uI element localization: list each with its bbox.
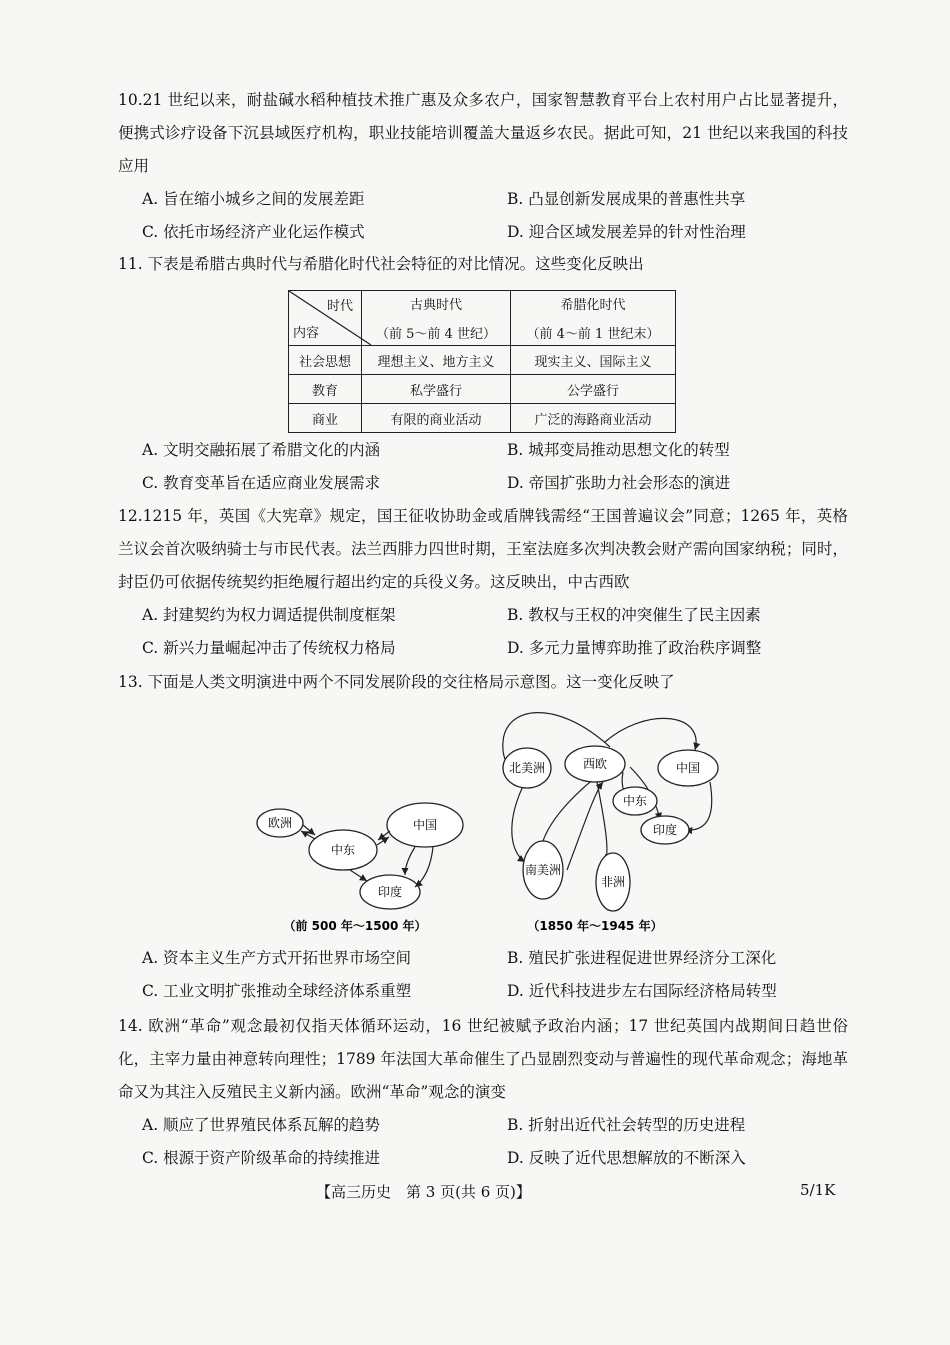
- diagram-caption: （1850 年～1945 年）: [527, 919, 663, 933]
- node-india-label: 印度: [377, 885, 403, 899]
- row-label: 教育: [289, 375, 362, 404]
- row-cell: 广泛的海路商业活动: [511, 404, 676, 433]
- row-cell: 有限的商业活动: [362, 404, 511, 433]
- node-mideast-label: 中东: [622, 794, 648, 808]
- exchange-diagram-modern: [495, 702, 745, 937]
- table-row: [289, 346, 676, 375]
- arrow: [378, 831, 390, 840]
- arrow: [415, 847, 433, 887]
- node-south-america-label: 南美洲: [524, 863, 562, 877]
- option-a: A. 文明交融拓展了希腊文化的内涵: [142, 441, 381, 459]
- arrow: [685, 782, 712, 830]
- row-cell: 公学盛行: [511, 375, 676, 404]
- option-c: C. 教育变革旨在适应商业发展需求: [142, 474, 381, 492]
- paper-code: 5/1K: [800, 1181, 836, 1199]
- option-d: D. 迎合区域发展差异的针对性治理: [507, 223, 746, 241]
- question-stem: 10.21 世纪以来，耐盐碱水稻种植技术推广惠及众多农户，国家智慧教育平台上农村用户占比显著提升，便携式诊疗设备下沉县域医疗机构，职业技能培训覆盖大量返乡农民。据此可知，21 世纪以来我国的科技应用: [118, 91, 848, 175]
- question-11-options: [118, 434, 848, 500]
- node-north-america-label: 北美洲: [508, 761, 546, 775]
- row-cell: 现实主义、国际主义: [511, 346, 676, 375]
- option-c: C. 根源于资产阶级革命的持续推进: [142, 1149, 381, 1167]
- node-mideast-label: 中东: [330, 843, 356, 857]
- row-label: 商业: [289, 404, 362, 433]
- question-11: [118, 248, 848, 281]
- option-d: D. 多元力量博弈助推了政治秩序调整: [507, 639, 762, 657]
- arrow: [405, 847, 415, 875]
- arrow: [301, 831, 315, 839]
- question-12: [118, 500, 848, 665]
- option-c: C. 工业文明扩张推动全球经济体系重塑: [142, 982, 412, 1000]
- arrow: [377, 837, 389, 845]
- node-europe-label: 欧洲: [267, 816, 293, 830]
- question-14: [118, 1010, 848, 1175]
- option-b: B. 城邦变局推动思想文化的转型: [507, 441, 730, 459]
- arrow: [567, 782, 603, 870]
- arrow: [350, 870, 367, 881]
- row-cell: 私学盛行: [362, 375, 511, 404]
- question-stem: 12.1215 年，英国《大宪章》规定，国王征收协助金或盾牌钱需经“王国普遍议会”同意；1265 年，英格兰议会首次吸纳骑士与市民代表。法兰西腓力四世时期，王室法庭多次判决教会财产需向国家纳税；同时，封臣仍可依据传统契约拒绝履行超出约定的兵役义务。这反映出，中古西欧: [118, 507, 848, 591]
- col2-name: 希腊化时代: [560, 298, 626, 313]
- option-b: B. 殖民扩张进程促进世界经济分工深化: [507, 949, 777, 967]
- table-corner-cell: [289, 291, 362, 346]
- table-row: [289, 375, 676, 404]
- corner-top-label: 时代: [326, 299, 353, 314]
- question-stem: 13. 下面是人类文明演进中两个不同发展阶段的交往格局示意图。这一变化反映了: [118, 673, 675, 691]
- option-b: B. 折射出近代社会转型的历史进程: [507, 1116, 746, 1134]
- option-b: B. 教权与王权的冲突催生了民主因素: [507, 606, 761, 624]
- option-c: C. 新兴力量崛起冲击了传统权力格局: [142, 639, 396, 657]
- question-13-options: [118, 942, 848, 1008]
- node-africa-label: 非洲: [600, 875, 626, 889]
- option-a: A. 资本主义生产方式开拓世界市场空间: [142, 949, 412, 967]
- table-header-col1: [362, 291, 511, 346]
- table-header-col2: [511, 291, 676, 346]
- col1-period: （前 5～前 4 世纪）: [376, 327, 496, 342]
- table-row: [289, 404, 676, 433]
- col1-name: 古典时代: [409, 298, 462, 313]
- option-d: D. 近代科技进步左右国际经济格局转型: [507, 982, 777, 1000]
- question-10: [118, 84, 848, 249]
- option-d: D. 帝国扩张助力社会形态的演进: [507, 474, 731, 492]
- question-stem: 14. 欧洲“革命”观念最初仅指天体循环运动，16 世纪被赋予政治内涵；17 世纪英国内战期间日趋世俗化，主宰力量由神意转向理性；1789 年法国大革命催生了凸显剧烈变动与普遍性的现代革命观念；海地革命又为其注入反殖民主义新内涵。欧洲“革命”观念的演变: [118, 1017, 848, 1101]
- diagram-caption: （前 500 年～1500 年）: [283, 919, 427, 933]
- row-label: 社会思想: [289, 346, 362, 375]
- arrow: [605, 718, 696, 750]
- option-a: A. 顺应了世界殖民体系瓦解的趋势: [142, 1116, 381, 1134]
- option-a: A. 封建契约为权力调适提供制度框架: [142, 606, 396, 624]
- option-b: B. 凸显创新发展成果的普惠性共享: [507, 190, 746, 208]
- question-stem: 11. 下表是希腊古典时代与希腊化时代社会特征的对比情况。这些变化反映出: [118, 255, 644, 273]
- node-china-label: 中国: [412, 818, 438, 832]
- node-india-label: 印度: [652, 823, 678, 837]
- question-13: [118, 666, 848, 699]
- row-cell: 理想主义、地方主义: [362, 346, 511, 375]
- option-a: A. 旨在缩小城乡之间的发展差距: [142, 190, 365, 208]
- node-west-europe-label: 西欧: [582, 757, 608, 771]
- node-china-label: 中国: [675, 761, 701, 775]
- col2-period: （前 4～前 1 世纪末）: [526, 327, 660, 342]
- option-d: D. 反映了近代思想解放的不断深入: [507, 1149, 746, 1167]
- page-number: 【高三历史 第 3 页(共 6 页)】: [316, 1183, 531, 1201]
- comparison-table: [288, 290, 676, 433]
- arrow: [512, 782, 525, 862]
- corner-bottom-label: 内容: [293, 326, 320, 341]
- option-c: C. 依托市场经济产业化运作模式: [142, 223, 365, 241]
- exchange-diagram-ancient: [255, 795, 480, 935]
